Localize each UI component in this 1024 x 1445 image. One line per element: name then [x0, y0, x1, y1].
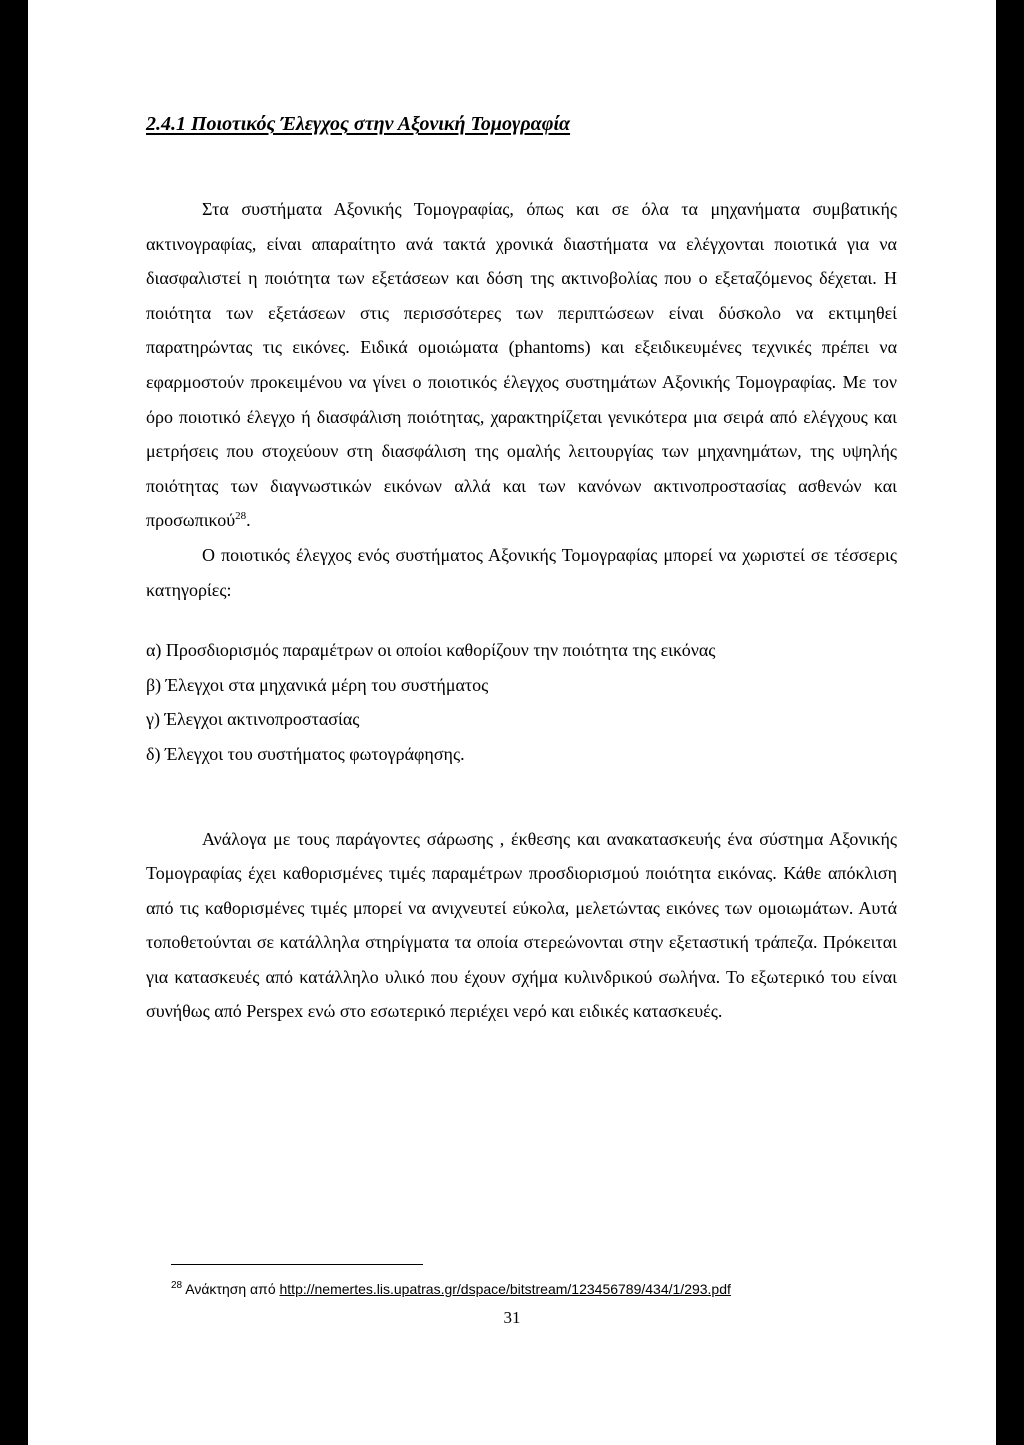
list-item: δ) Έλεγχοι του συστήματος φωτογράφησης. — [146, 743, 465, 764]
section-heading: 2.4.1 Ποιοτικός Έλεγχος στην Αξονική Τομογραφία — [146, 113, 571, 135]
footnote-label: Ανάκτηση από — [185, 1281, 276, 1297]
document-page — [28, 0, 996, 1445]
footnote-number: 28 — [171, 1280, 183, 1291]
paragraph-1-end: . — [246, 510, 251, 531]
paragraph-2: Ο ποιοτικός έλεγχος ενός συστήματος Αξονικής Τομογραφίας μπορεί να χωριστεί σε τέσσερις κατηγορίες: — [146, 544, 897, 600]
list-item: β) Έλεγχοι στα μηχανικά μέρη του συστήματος — [146, 674, 489, 695]
category-list — [146, 633, 897, 771]
footnote-reference[interactable]: 28 — [235, 510, 247, 523]
paragraph-1-text: Στα συστήματα Αξονικής Τομογραφίας, όπως και σε όλα τα μηχανήματα συμβατικής ακτινογραφίας, είναι απαραίτητο ανά τακτά χρονικά διαστήματα να ελέγχονται ποιοτικά για να διασφαλιστεί η ποιότητα των εξετάσεων και δόση της ακτινοβολίας που ο εξεταζόμενος δέχεται. Η ποιότητα των εξετάσεων στις περισσότερες των περιπτώσεων είναι δύσκολο να εκτιμηθεί παρατηρώντας τις εικόνες. Ειδικά ομοιώματα (phantoms) και εξειδικευμένες τεχνικές πρέπει να εφαρμοστούν προκειμένου να γίνει ο ποιοτικός έλεγχος συστημάτων Αξονικής Τομογραφίας. Με τον όρο ποιοτικό έλεγχο ή διασφάλιση ποιότητας, χαρακτηρίζεται γενικότερα μια σειρά από ελέγχους και μετρήσεις που στοχεύουν στη διασφάλιση της ομαλής λειτουργίας των μηχανημάτων, της υψηλής ποιότητας των διαγνωστικών εικόνων αλλά και των κανόνων ακτινοπροστασίας ασθενών και προσωπικού — [146, 199, 897, 531]
paragraph-1 — [146, 192, 897, 538]
footnote-link[interactable]: http://nemertes.lis.upatras.gr/dspace/bitstream/123456789/434/1/293.pdf — [279, 1281, 731, 1297]
footnote-divider — [171, 1264, 423, 1265]
page-number: 31 — [503, 1308, 521, 1327]
paragraph-3: Ανάλογα με τους παράγοντες σάρωσης , έκθεσης και ανακατασκευής ένα σύστημα Αξονικής Τομογραφίας έχει καθορισμένες τιμές παραμέτρων προσδιορισμού ποιότητα εικόνας. Κάθε απόκλιση από τις καθορισμένες τιμές μπορεί να ανιχνευτεί εύκολα, μελετώντας εικόνες των ομοιωμάτων. Αυτά τοποθετούνται σε κατάλληλα στηρίγματα τα οποία στερεώνονται στην εξεταστική τράπεζα. Πρόκειται για κατασκευές από κατάλληλο υλικό που έχουν σχήμα κυλινδρικού σωλήνα. Το εξωτερικό του είναι συνήθως από Perspex ενώ στο εσωτερικό περιέχει νερό και ειδικές κατασκευές. — [146, 828, 897, 1022]
page-content — [146, 110, 897, 1029]
footnote — [171, 1280, 731, 1297]
list-item: α) Προσδιορισμός παραμέτρων οι οποίοι καθορίζουν την ποιότητα της εικόνας — [146, 640, 716, 661]
list-item: γ) Έλεγχοι ακτινοπροστασίας — [146, 709, 360, 730]
